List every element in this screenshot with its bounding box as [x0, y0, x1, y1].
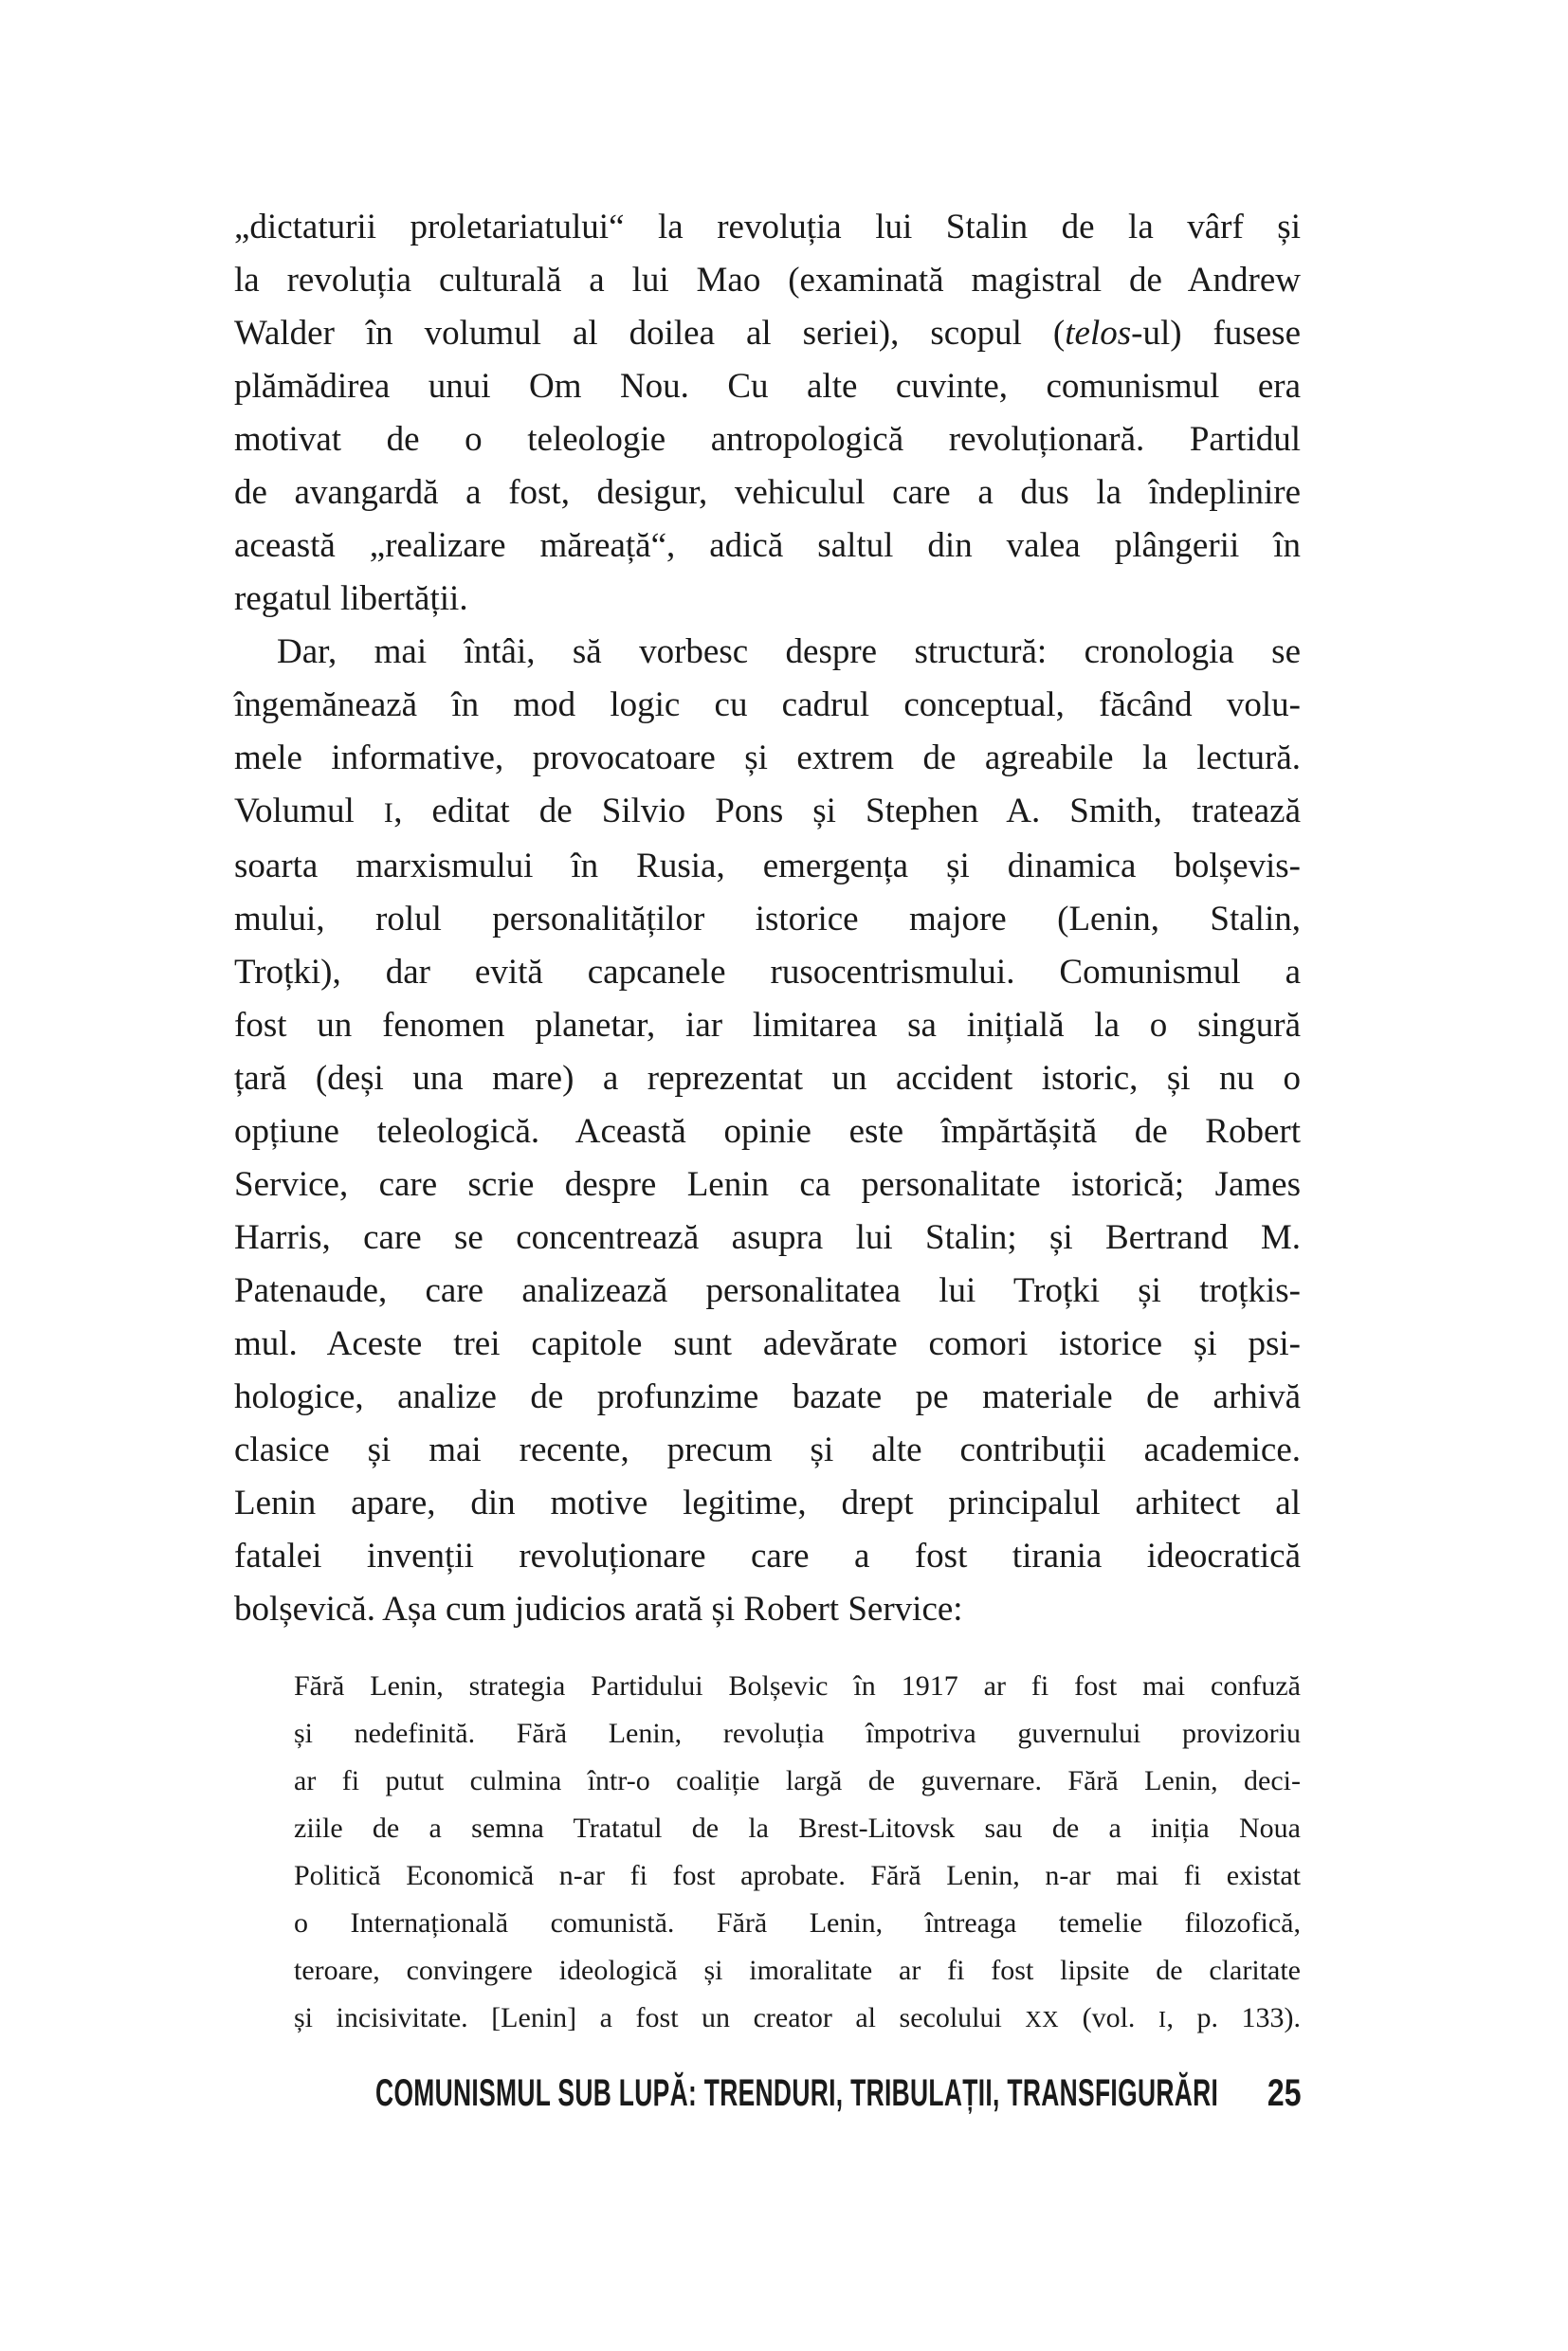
text-line: țară (deși una mare) a reprezentat un accident istoric, și nu o	[234, 1059, 1301, 1098]
running-title: COMUNISMUL SUB LUPĂ: TRENDURI, TRIBULAȚII, TRANSFIGURĂRI	[375, 2072, 1219, 2114]
page-number: 25	[1267, 2072, 1301, 2114]
text-line: o Internațională comunistă. Fără Lenin, întreaga temelie filozofică,	[294, 1907, 1301, 1939]
text-line: regatul libertății.	[234, 579, 468, 618]
text-line: îngemănează în mod logic cu cadrul conceptual, făcând volu-	[234, 685, 1301, 724]
text-line: mul. Aceste trei capitole sunt adevărate comori istorice și psi-	[234, 1324, 1301, 1363]
text-line: fatalei invenții revoluționare care a fost tirania ideocratică	[234, 1537, 1301, 1576]
page-footer	[234, 2072, 1301, 2115]
text-line: Walder în volumul al doilea al seriei), scopul (telos-ul) fusese	[234, 314, 1302, 353]
text-line: plămădirea unui Om Nou. Cu alte cuvinte, comunismul era	[234, 367, 1301, 406]
text-line: motivat de o teleologie antropologică revoluționară. Partidul	[234, 420, 1301, 459]
text-line: „dictaturii proletariatului“ la revoluția lui Stalin de la vârf și	[234, 208, 1301, 246]
text-line: mele informative, provocatoare și extrem de agreabile la lectură.	[234, 738, 1301, 777]
text-line: Patenaude, care analizează personalitatea lui Troțki și troțkis-	[234, 1271, 1301, 1310]
text-line: hologice, analize de profunzime bazate pe materiale de arhivă	[234, 1377, 1301, 1416]
text-line: Harris, care se concentrează asupra lui Stalin; și Bertrand M.	[234, 1218, 1301, 1257]
paragraph-1	[234, 201, 1301, 626]
text-line: bolșevică. Așa cum judicios arată și Robert Service:	[234, 1590, 963, 1629]
text-line: această „realizare măreață“, adică saltul din valea plângerii în	[234, 526, 1301, 565]
text-line: Fără Lenin, strategia Partidului Bolșevic în 1917 ar fi fost mai confuză	[294, 1670, 1301, 1702]
text-line: Volumul I, editat de Silvio Pons și Stephen A. Smith, tratează	[234, 792, 1301, 830]
text-line: Lenin apare, din motive legitime, drept principalul arhitect al	[234, 1484, 1301, 1522]
text-line: Troțki), dar evită capcanele rusocentrismului. Comunismul a	[234, 953, 1301, 992]
page-body	[234, 201, 1301, 2044]
paragraph-2	[234, 626, 1301, 1636]
text-line: clasice și mai recente, precum și alte contribuții academice.	[234, 1431, 1301, 1469]
text-line: ar fi putut culmina într-o coaliție largă de guvernare. Fără Lenin, deci-	[294, 1765, 1301, 1796]
text-line: la revoluția culturală a lui Mao (examinată magistral de Andrew	[234, 261, 1301, 300]
text-line: mului, rolul personalităților istorice majore (Lenin, Stalin,	[234, 900, 1301, 939]
block-quote	[294, 1663, 1301, 2044]
text-line: de avangardă a fost, desigur, vehiculul care a dus la îndeplinire	[234, 473, 1301, 512]
text-line: soarta marxismului în Rusia, emergența și dinamica bolșevis-	[234, 847, 1301, 885]
text-line: opțiune teleologică. Această opinie este împărtășită de Robert	[234, 1112, 1301, 1151]
text-line: Politică Economică n-ar fi fost aprobate. Fără Lenin, n-ar mai fi existat	[294, 1860, 1301, 1891]
text-line: teroare, convingere ideologică și imoralitate ar fi fost lipsite de claritate	[294, 1955, 1301, 1986]
text-line: Service, care scrie despre Lenin ca personalitate istorică; James	[234, 1165, 1301, 1204]
text-line: și incisivitate. [Lenin] a fost un creator al secolului XX (vol. I, p. 133).	[294, 2002, 1301, 2033]
text-line: și nedefinită. Fără Lenin, revoluția împotriva guvernului provizoriu	[294, 1718, 1301, 1749]
text-line: Dar, mai întâi, să vorbesc despre structură: cronologia se	[277, 632, 1301, 671]
text-line: fost un fenomen planetar, iar limitarea sa inițială la o singură	[234, 1006, 1301, 1045]
text-line: ziile de a semna Tratatul de la Brest-Litovsk sau de a iniția Noua	[294, 1813, 1301, 1844]
